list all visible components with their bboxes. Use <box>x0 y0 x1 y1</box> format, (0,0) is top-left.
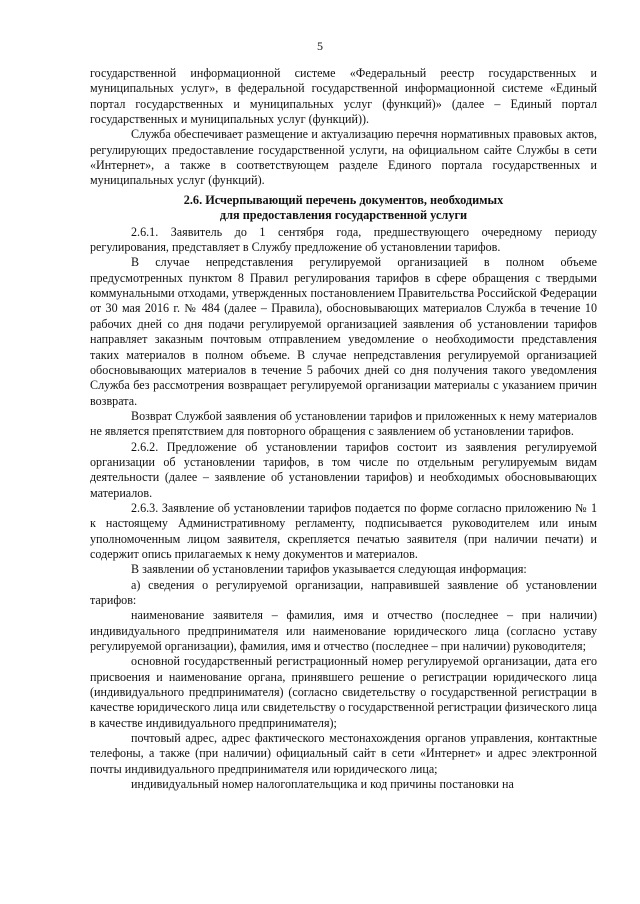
body-paragraph: а) сведения о регулируемой организации, направившей заявление об установлении тарифов: <box>90 577 597 607</box>
body-paragraph: индивидуальный номер налогоплательщика и код причины постановки на <box>131 777 514 792</box>
body-paragraph: основной государственный регистрационный номер регулируемой организации, дата его присвоения и наименование органа, принявшего решение о регистрации юридического лица (индивидуального предпринимателя) (согласно свидетельству о государственной регистрации в качестве юридического лица или свидетельству о государственной регистрации физического лица в качестве индивидуального предпринимателя); <box>90 654 597 730</box>
body-paragraph: Служба обеспечивает размещение и актуализацию перечня нормативных правовых актов, регулирующих предоставление государственной услуги, на официальном сайте Службы в сети «Интернет», а также в соответствующем разделе Единого портала государственных и муниципальных услуг (функций). <box>90 127 597 188</box>
body-paragraph: 2.6.3. Заявление об установлении тарифов подается по форме согласно приложению № 1 к настоящему Административному регламенту, подписывается руководителем или иным уполномоченным лицом заявителя, скрепляется печатью заявителя (при наличии печати) и содержит опись прилагаемых к нему документов и материалов. <box>90 500 597 561</box>
body-paragraph: 2.6.1. Заявитель до 1 сентября года, предшествующего очередному периоду регулирования, представляет в Службу предложение об установлении тарифов. <box>90 224 597 255</box>
body-paragraph: почтовый адрес, адрес фактического местонахождения органов управления, контактные телефоны, а также (при наличии) официальный сайт в сети «Интернет» и адрес электронной почты индивидуального предпринимателя или юридического лица; <box>90 731 597 776</box>
section-heading <box>90 193 597 223</box>
page-number: 5 <box>317 39 323 53</box>
body-paragraph: наименование заявителя – фамилия, имя и отчество (последнее – при наличии) индивидуального предпринимателя или наименование юридического лица (согласно уставу регулируемой организации), фамилия, имя и отчество (последнее – при наличии) руководителя; <box>90 608 597 654</box>
section-heading-line: для предоставления государственной услуги <box>219 207 468 222</box>
body-paragraph: 2.6.2. Предложение об установлении тарифов состоит из заявления регулируемой организации об установлении тарифов, в том числе по отдельным регулируемым видам деятельности (далее – заявление об установлении тарифов) и необходимых обосновывающих материалов. <box>90 439 597 500</box>
document-body <box>90 66 597 792</box>
body-paragraph: государственной информационной системе «Федеральный реестр государственных и муниципальных услуг», в федеральной государственной информационной системе «Единый портал государственных и муниципальных услуг (функций)» (далее – Единый портал государственных и муниципальных услуг (функций)). <box>90 66 597 127</box>
body-paragraph: В заявлении об установлении тарифов указывается следующая информация: <box>131 562 527 577</box>
body-paragraph: В случае непредставления регулируемой организацией в полном объеме предусмотренных пунктом 8 Правил регулирования тарифов в сфере обращения с твердыми коммунальными отходами, утвержденных постановлением Правительства Российской Федерации от 30 мая 2016 г. № 484 (далее – Правила), обосновывающих материалов Служба в течение 10 рабочих дней со дня подачи регулируемой организацией заявления об установлении тарифов направляет заказным почтовым отправлением уведомление о необходимости представления таких материалов в полном объеме. В случае непредставления регулируемой организацией обосновывающих материалов в течение 5 рабочих дней со дня получения такого уведомления Служба без рассмотрения возвращает регулируемой организации материалы с указанием причин возврата. <box>90 255 597 408</box>
body-paragraph: Возврат Службой заявления об установлении тарифов и приложенных к нему материалов не является препятствием для повторного обращения с заявлением об установлении тарифов. <box>90 408 597 439</box>
section-heading-line: 2.6. Исчерпывающий перечень документов, необходимых <box>183 192 504 207</box>
